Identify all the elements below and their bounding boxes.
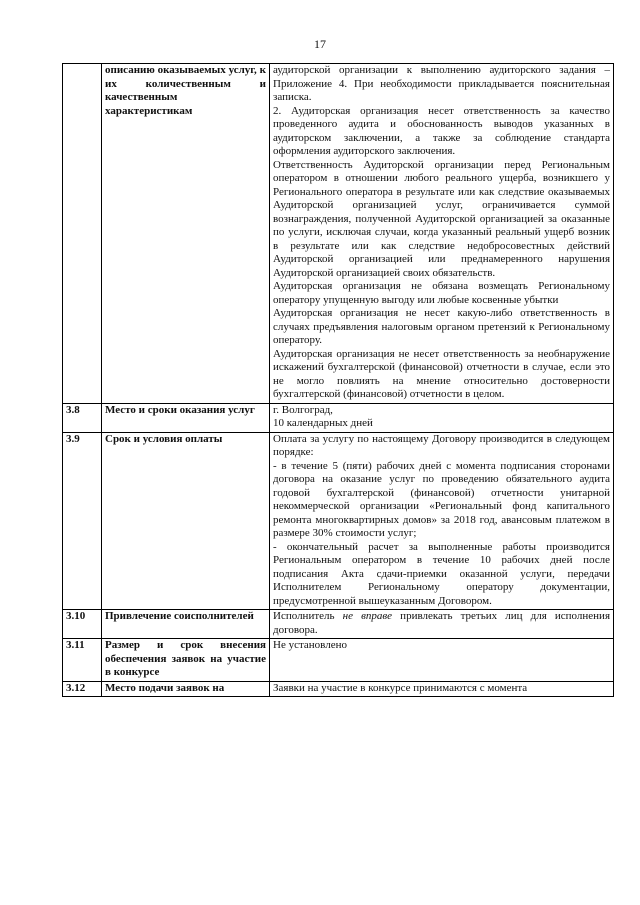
paragraph: Аудиторская организация не несет ответственность за необнаружение искажений бухгалтерской (финансовой) отчетности в случае, если это не могло повлиять на мнение относительно достоверности бухгалтерской (финансовой) отчетности в целом. xyxy=(273,347,610,400)
table-row xyxy=(63,403,614,432)
paragraph: - окончательный расчет за выполненные работы производится Региональным оператором в течение 10 рабочих дней после подписания Акта сдачи-приемки оказанной услуги, передачи Исполнителем Региональному оператору документации, предусмотренной вышеуказанным Договором. xyxy=(273,540,610,607)
row-content xyxy=(270,681,614,697)
paragraph: Аудиторская организация не несет какую-либо ответственность в случаях предъявления налоговым органом претензий к Региональному оператору. xyxy=(273,307,610,346)
row-title: Место подачи заявок на xyxy=(102,681,270,697)
row-title: описанию оказываемых услуг, к их количественным и качественным характеристикам xyxy=(102,64,270,404)
row-title: Привлечение соисполнителей xyxy=(102,610,270,639)
table-row xyxy=(63,64,614,404)
paragraph: Оплата за услугу по настоящему Договору производится в следующем порядке: xyxy=(273,432,610,458)
paragraph: г. Волгоград, xyxy=(273,403,333,416)
row-content xyxy=(270,610,614,639)
row-number: 3.9 xyxy=(63,432,102,610)
emphasis-text: не вправе xyxy=(342,610,393,622)
row-number: 3.12 xyxy=(63,681,102,697)
table-row xyxy=(63,432,614,610)
paragraph: Аудиторская организация не обязана возмещать Региональному оператору упущенную выгоду или любые косвенные убытки xyxy=(273,280,610,306)
paragraph: Не установлено xyxy=(273,639,347,651)
paragraph: 2. Аудиторская организация несет ответственность за качество проведенного аудита и обоснованность выводов указанных в аудиторском заключении, а также за соблюдение стандарта оформления аудиторского заключения. xyxy=(273,104,610,157)
row-number: 3.8 xyxy=(63,403,102,432)
row-content xyxy=(270,639,614,682)
row-title: Место и сроки оказания услуг xyxy=(102,403,270,432)
text-segment: Исполнитель xyxy=(273,610,343,622)
row-content xyxy=(270,64,614,404)
paragraph: аудиторской организации к выполнению аудиторского задания – Приложение 4. При необходимости прикладывается пояснительная записка. xyxy=(273,64,610,103)
page-number: 17 xyxy=(314,37,326,51)
requirements-table xyxy=(62,63,614,697)
paragraph: - в течение 5 (пяти) рабочих дней с момента подписания сторонами договора на оказание услуг по проведению обязательного аудита годовой бухгалтерской (финансовой) отчетности унитарной некоммерческой организации «Региональный фонд капитального ремонта многоквартирных домов» за 2018 год, авансовым платежом в размере 30% стоимости услуг; xyxy=(273,459,610,539)
row-number: 3.10 xyxy=(63,610,102,639)
row-content xyxy=(270,403,614,432)
table-row xyxy=(63,639,614,682)
row-title: Размер и срок внесения обеспечения заявок на участие в конкурсе xyxy=(102,639,270,682)
table-row xyxy=(63,681,614,697)
row-number xyxy=(63,64,102,404)
text-segment: привлекать третьих лиц для исполнения договора. xyxy=(273,610,611,636)
table-row xyxy=(63,610,614,639)
row-number: 3.11 xyxy=(63,639,102,682)
row-content xyxy=(270,432,614,610)
row-title: Срок и условия оплаты xyxy=(102,432,270,610)
paragraph: Заявки на участие в конкурсе принимаются с момента xyxy=(273,681,528,694)
paragraph: Ответственность Аудиторской организации перед Региональным оператором в отношении любого реального ущерба, возникшего у Регионального оператора в результате или как следствие оказываемых Аудиторской организацией услуг, ограничивается суммой вознаграждения, полученной Аудиторской организацией за оказанные по услуги, исключая случаи, когда указанный реальный ущерб возник в результате или как следствие недобросовестных действий Аудиторской организацией или преднамеренного нарушения Аудиторской организацией своих обязательств. xyxy=(273,158,610,279)
paragraph: 10 календарных дней xyxy=(273,417,373,429)
